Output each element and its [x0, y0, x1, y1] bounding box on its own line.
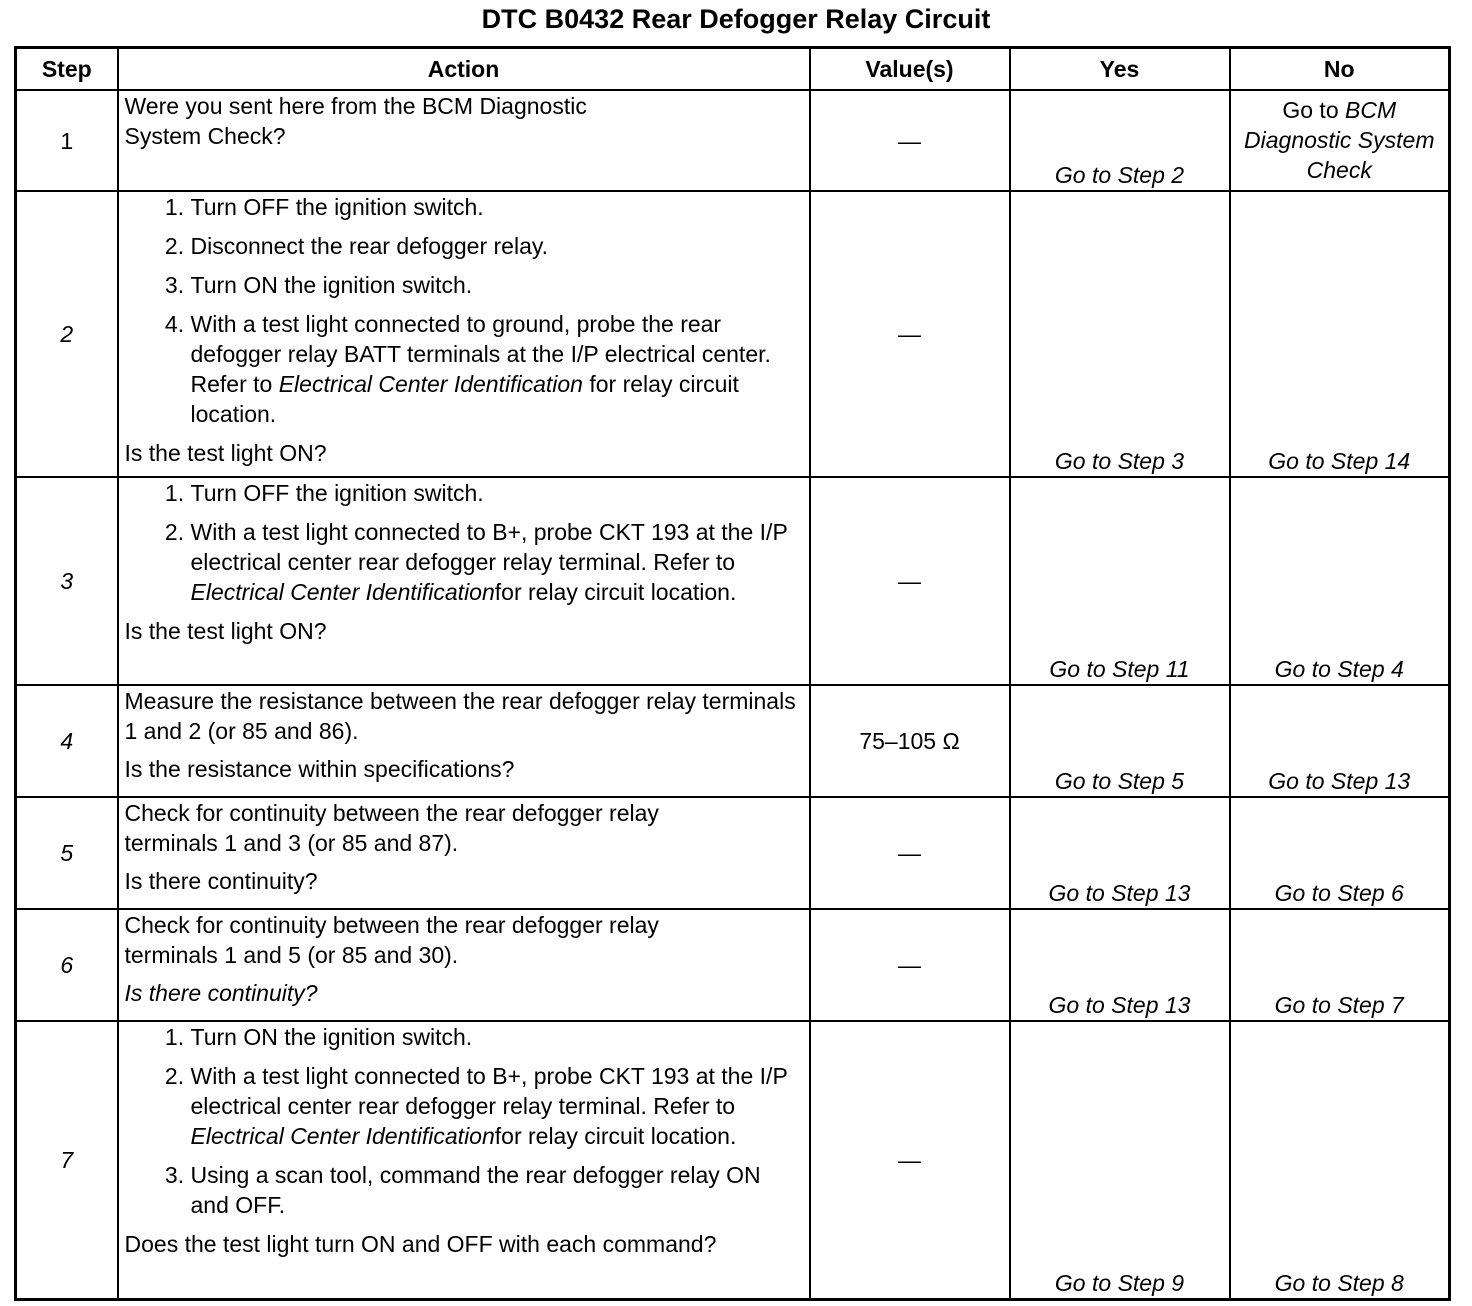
- step-number: 4: [16, 685, 118, 797]
- value-cell: —: [810, 90, 1010, 191]
- yes-cell: Go to Step 5: [1010, 685, 1230, 797]
- instruction-item: 1. Turn OFF the ignition switch.: [191, 192, 803, 222]
- table-row-step-1: [16, 90, 1450, 191]
- instruction-item: [191, 1061, 803, 1151]
- step-number: 3: [16, 477, 118, 685]
- action-question: Is there continuity?: [124, 980, 318, 1006]
- yes-cell: Go to Step 3: [1010, 191, 1230, 477]
- instruction-list: [125, 1022, 803, 1220]
- action-question: Is there continuity?: [124, 868, 318, 894]
- instruction-text: for relay circuit location.: [494, 1123, 737, 1149]
- table-row-step-6: [16, 909, 1450, 1021]
- action-instruction: Measure the resistance between the rear defogger relay terminals 1 and 2 (or 85 and 86).: [124, 688, 796, 744]
- instruction-list: [125, 192, 803, 429]
- no-cell: Go to Step 13: [1230, 685, 1450, 797]
- action-instruction: Check for continuity between the rear defogger relay terminals 1 and 3 (or 85 and 87).: [124, 800, 659, 856]
- table-row-step-2: [16, 191, 1450, 477]
- action-cell: [118, 685, 810, 797]
- step-number: 5: [16, 797, 118, 909]
- instruction-item: 3. Turn ON the ignition switch.: [191, 270, 803, 300]
- no-cell: Go to Step 6: [1230, 797, 1450, 909]
- table-row-step-3: [16, 477, 1450, 685]
- yes-cell: Go to Step 11: [1010, 477, 1230, 685]
- value-cell: —: [810, 797, 1010, 909]
- no-cell: Go to Step 4: [1230, 477, 1450, 685]
- page-title: DTC B0432 Rear Defogger Relay Circuit: [481, 4, 991, 34]
- value-cell: —: [810, 1021, 1010, 1299]
- instruction-text: for relay circuit location.: [190, 371, 739, 427]
- instruction-item: [191, 309, 803, 429]
- header-action: Action: [118, 48, 810, 91]
- electrical-center-reference[interactable]: Electrical Center Identification: [190, 1123, 495, 1149]
- yes-cell: Go to Step 2: [1010, 90, 1230, 191]
- bcm-diagnostic-link[interactable]: BCM Diagnostic System Check: [1244, 97, 1435, 183]
- instruction-item: [191, 517, 803, 607]
- action-question: Were you sent here from the BCM Diagnostic System Check?: [124, 93, 587, 149]
- table-row-step-7: [16, 1021, 1450, 1299]
- step-number: 2: [16, 191, 118, 477]
- instruction-text: With a test light connected to ground, probe the rear defogger relay BATT terminals at the I/P electrical center. Refer to: [190, 311, 771, 397]
- instruction-item: 1. Turn OFF the ignition switch.: [191, 478, 803, 508]
- action-cell: [118, 909, 810, 1021]
- instruction-list: [125, 478, 803, 607]
- diagnostic-table: [14, 46, 1451, 1301]
- value-cell: —: [810, 191, 1010, 477]
- no-cell: Go to Step 8: [1230, 1021, 1450, 1299]
- table-row-step-4: [16, 685, 1450, 797]
- action-question: Is the test light ON?: [124, 440, 327, 466]
- header-no: No: [1230, 48, 1450, 91]
- action-cell: [118, 477, 810, 685]
- no-cell: Go to Step 14: [1230, 191, 1450, 477]
- action-question: Is the resistance within specifications?: [124, 756, 515, 782]
- no-prefix: Go to: [1282, 97, 1346, 123]
- instruction-text: for relay circuit location.: [494, 579, 737, 605]
- electrical-center-reference[interactable]: Electrical Center Identification: [190, 579, 495, 605]
- action-cell: [118, 191, 810, 477]
- yes-cell: Go to Step 9: [1010, 1021, 1230, 1299]
- yes-cell: Go to Step 13: [1010, 797, 1230, 909]
- yes-cell: Go to Step 13: [1010, 909, 1230, 1021]
- instruction-item: 2. Disconnect the rear defogger relay.: [191, 231, 803, 261]
- instruction-text: With a test light connected to B+, probe CKT 193 at the I/P electrical center rear defogger relay terminal. Refer to: [190, 1063, 788, 1119]
- instruction-item: 1. Turn ON the ignition switch.: [191, 1022, 803, 1052]
- value-cell: 75–105 Ω: [810, 685, 1010, 797]
- header-values: Value(s): [810, 48, 1010, 91]
- step-number: 1: [16, 90, 118, 191]
- action-question: Does the test light turn ON and OFF with each command?: [124, 1231, 717, 1257]
- instruction-text: With a test light connected to B+, probe CKT 193 at the I/P electrical center rear defogger relay terminal. Refer to: [190, 519, 788, 575]
- no-cell: [1230, 90, 1450, 191]
- step-number: 7: [16, 1021, 118, 1299]
- action-cell: [118, 90, 810, 191]
- instruction-item: 3. Using a scan tool, command the rear defogger relay ON and OFF.: [191, 1160, 803, 1220]
- header-row: [16, 48, 1450, 91]
- action-cell: [118, 1021, 810, 1299]
- header-yes: Yes: [1010, 48, 1230, 91]
- value-cell: —: [810, 909, 1010, 1021]
- no-cell: Go to Step 7: [1230, 909, 1450, 1021]
- electrical-center-reference[interactable]: Electrical Center Identification: [278, 371, 583, 397]
- action-instruction: Check for continuity between the rear defogger relay terminals 1 and 5 (or 85 and 30).: [124, 912, 659, 968]
- table-row-step-5: [16, 797, 1450, 909]
- step-number: 6: [16, 909, 118, 1021]
- header-step: Step: [16, 48, 118, 91]
- action-question: Is the test light ON?: [124, 618, 327, 644]
- action-cell: [118, 797, 810, 909]
- value-cell: —: [810, 477, 1010, 685]
